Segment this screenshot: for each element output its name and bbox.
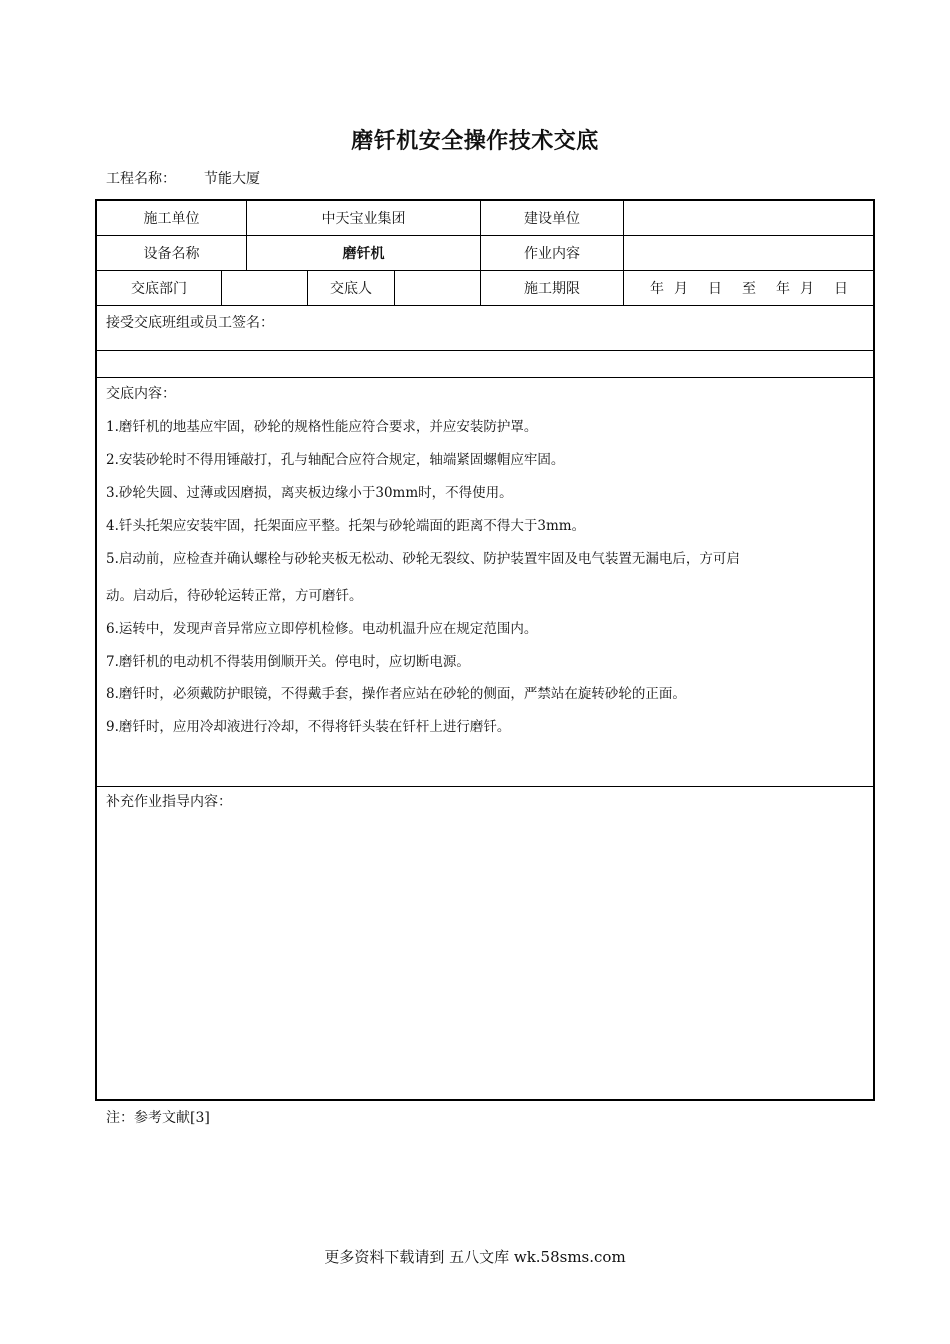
discloser-label: 交底人 (330, 280, 372, 297)
equipment-name-value: 磨钎机 (342, 245, 385, 262)
footer-download-text: 更多资料下载请到 五八文库 wk.58sms.com (324, 1248, 626, 1266)
date-to: 至 (742, 280, 756, 297)
client-unit-label: 建设单位 (524, 210, 580, 227)
content-item: 5.启动前，应检查并确认螺栓与砂轮夹板无松动、砂轮无裂纹、防护装置牢固及电气装置无漏电后，方可启 (106, 551, 740, 567)
row-divider (96, 377, 874, 378)
discloser-value (395, 270, 480, 305)
content-item: 3.砂轮失圆、过薄或因磨损，离夹板边缘小于30mm时，不得使用。 (106, 485, 513, 501)
construction-period-label: 施工期限 (524, 280, 580, 297)
content-item: 2.安装砂轮时不得用锤敲打，孔与轴配合应符合规定，轴端紧固螺帽应牢固。 (106, 452, 565, 468)
project-label: 工程名称： (106, 171, 176, 187)
content-item: 9.磨钎时，应用冷却液进行冷却，不得将钎头装在钎杆上进行磨钎。 (106, 719, 511, 735)
row-divider (96, 350, 874, 351)
disclosure-dept-label: 交底部门 (131, 280, 187, 297)
disclosure-dept-value (222, 270, 307, 305)
content-label: 交底内容： (106, 386, 176, 402)
row-divider (96, 305, 874, 306)
content-item: 4.钎头托架应安装牢固，托架面应平整。托架与砂轮端面的距离不得大于3mm。 (106, 518, 586, 534)
content-item: 6.运转中，发现声音异常应立即停机检修。电动机温升应在规定范围内。 (106, 621, 538, 637)
equipment-name-label: 设备名称 (143, 245, 200, 262)
content-item: 8.磨钎时，必须戴防护眼镜，不得戴手套，操作者应站在砂轮的侧面，严禁站在旋转砂轮的正面。 (106, 686, 686, 702)
date-day: 日 (708, 280, 722, 297)
date-year: 年 (650, 280, 664, 297)
construction-unit-value: 中天宝业集团 (321, 210, 406, 227)
client-unit-value (624, 200, 874, 235)
reference-note: 注：参考文献[3] (106, 1110, 210, 1126)
date-day: 日 (834, 280, 848, 297)
document-title: 磨钎机安全操作技术交底 (351, 129, 599, 154)
supplement-label: 补充作业指导内容： (106, 794, 232, 810)
project-name: 节能大厦 (204, 171, 260, 187)
work-content-label: 作业内容 (524, 245, 580, 262)
date-year: 年 (776, 280, 790, 297)
work-content-value (624, 235, 874, 270)
content-item: 7.磨钎机的电动机不得装用倒顺开关。停电时，应切断电源。 (106, 654, 470, 670)
date-month: 月 (800, 280, 814, 297)
row-divider (96, 786, 874, 787)
project-line (106, 168, 260, 188)
content-item: 动。启动后，待砂轮运转正常，方可磨钎。 (106, 588, 363, 604)
date-month: 月 (674, 280, 688, 297)
construction-unit-label: 施工单位 (143, 210, 200, 227)
content-item: 1.磨钎机的地基应牢固，砂轮的规格性能应符合要求，并应安装防护罩。 (106, 419, 538, 435)
construction-period-value (624, 270, 874, 305)
signature-label: 接受交底班组或员工签名： (106, 315, 274, 331)
